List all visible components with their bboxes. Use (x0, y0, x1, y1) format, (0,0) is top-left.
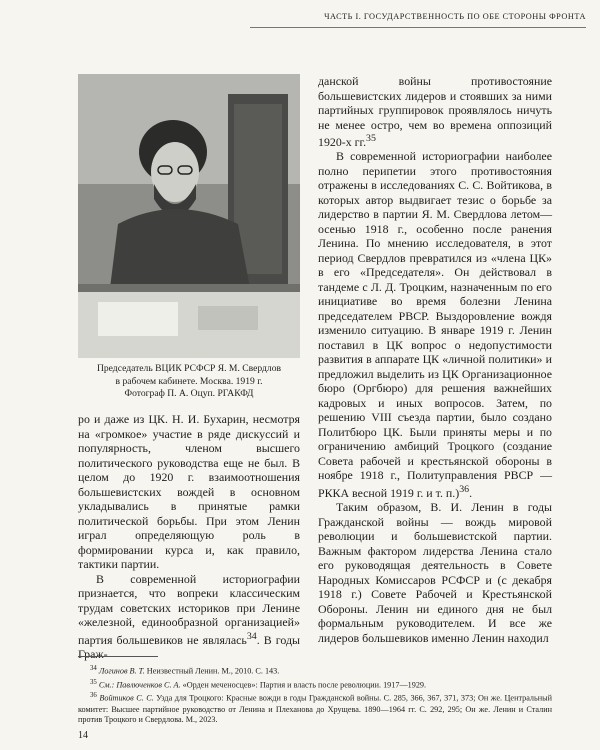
footnote-number: 34 (90, 665, 97, 672)
footnotes (78, 664, 552, 726)
footnote-ref[interactable]: 35 (366, 133, 376, 144)
paragraph (78, 412, 300, 572)
footnote-author: Логинов В. Т. (98, 666, 145, 676)
paragraph-text: В современной историографии признается, что вопреки классическим трудам советских историков при Ленине «железной, единообразной организацией» партия большевиков не являлась (78, 571, 300, 647)
footnote-text: Узда для Троцкого: Красные вожди в годы Гражданской войны. С. 285, 366, 367, 371, 373; Он же. Центральный комитет: Высшее партийное руководство от Ленина и Плеханова до Хрущева. 1890—1964 гг. С. 292, 295; Он же. Ленин и Сталин против Троцкого и Свердлова. М., 2023. (78, 693, 553, 725)
caption-line: Фотограф П. А. Оцуп. РГАКФД (124, 388, 254, 399)
caption-line: Председатель ВЦИК РСФСР Я. М. Свердлов (96, 363, 282, 374)
footnote-number: 35 (90, 678, 97, 686)
right-column (318, 74, 552, 645)
footnote-text: Неизвестный Ленин. М., 2010. С. 143. (144, 666, 280, 676)
paragraph-text: ро и даже из ЦК. Н. И. Бухарин, несмотря на «громкое» участие в ряде дискуссий и популярность, членом высшего политического руководства еще не был. В целом до 1920 г. взаимоотношения большевистских вождей в основном укладывались в принятые рамки политической борьбы. При этом Ленин играл определяющую роль в формировании курса и, как правило, тактики партии. (78, 412, 300, 571)
footnote (78, 664, 552, 678)
page-number: 14 (78, 730, 88, 741)
footnote (78, 691, 552, 726)
footnote-author: Войтиков С. С. (99, 693, 154, 703)
caption-line: в рабочем кабинете. Москва. 1919 г. (115, 375, 263, 387)
footnote-ref[interactable]: 36 (459, 483, 470, 495)
footnote-rule (78, 656, 158, 657)
footnote-author: См.: Павлюченков С. А. (98, 680, 181, 690)
paragraph-text: Таким образом, В. И. Ленин в годы Гражданской войны — вождь мировой революции и большевистской партии. Важным фактором лидерства Ленина стало его руководящая деятельность в Совете Народных Комиссаров РСФСР и (с декабря 1918 г.) Совете Рабочей и Крестьянской Обороны. Ленин ни единого дня не был формальным руководителем. И все же лидеров большевиков именно Ленин находил (318, 500, 552, 645)
footnote-ref[interactable]: 34 (246, 630, 257, 642)
paragraph-text: . В годы Граж- (78, 632, 300, 661)
paragraph-text: . (469, 485, 473, 500)
paragraph (318, 74, 552, 149)
paragraph (318, 149, 552, 500)
photo-caption (78, 363, 300, 401)
sverdlov-photo (78, 74, 300, 358)
left-column (78, 412, 300, 661)
footnote (78, 678, 552, 692)
footnote-number: 36 (90, 692, 97, 700)
paragraph (78, 572, 300, 662)
running-header: ЧАСТЬ I. ГОСУДАРСТВЕННОСТЬ ПО ОБЕ СТОРОНЫ ФРОНТА (324, 12, 586, 21)
paragraph-text: В современной историографии наиболее полно перипетии этого противостояния отражены в исследованиях С. С. Войтикова, в которых автор выдвигает тезис о борьбе за лидерство в партии Я. М. Свердлова летом—осенью 1918 г., особенно после ранения Ленина. По мнению исследователя, в этот период Свердлов превратился из «члена ЦК» в его «Председателя». Он действовал в тандеме с Л. Д. Троцким, назначенным по его инициативе во время болезни Ленина председателем РВСР. Выздоровление вождя изменило ситуацию. В январе 1919 г. Ленин поставил в ЦК вопрос о недопустимости развития в аппарате ЦК «личной политики» и предложил выделить из ЦК Организационное бюро (Оргбюро) для решения важнейших кадровых и иных вопросов. Затем, по решению VIII съезда партии, было создано Политбюро ЦК. Были приняты меры и по ограничению амбиций Троцкого (создание Совета рабочей и крестьянской обороны в ноябре 1918 г., Политуправления РВСР — РККА весной 1919 г. и т. п.) (318, 149, 552, 500)
paragraph (318, 500, 552, 645)
footnote-text: «Орден меченосцев»: Партия и власть после революции. 1917—1929. (180, 680, 427, 690)
paragraph-text: данской войны противостояние большевистских лидеров и стоявших за ними партийных группировок проявлялось ничуть не менее остро, чем во времена оппозиций 1920-х гг. (318, 74, 552, 149)
header-rule (250, 27, 586, 28)
